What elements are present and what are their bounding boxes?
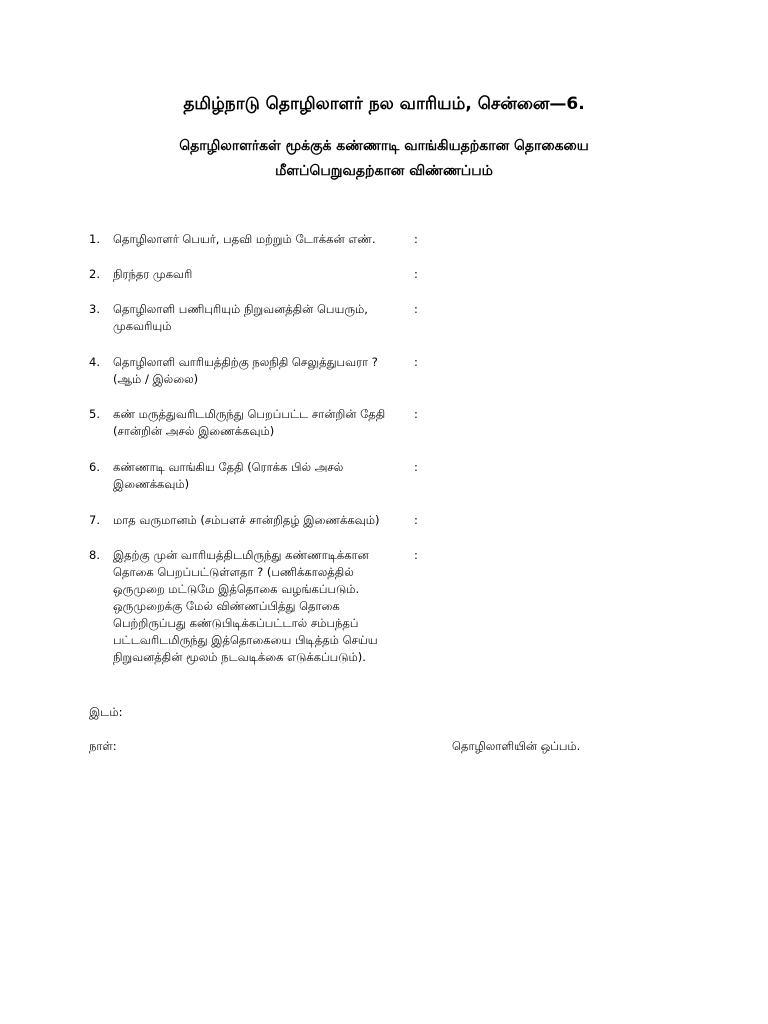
item-number: 7.	[89, 513, 100, 527]
item-label	[113, 406, 405, 440]
item-label	[113, 266, 405, 283]
item-label-line: இதற்கு முன் வாரியத்திடமிருந்து கண்ணாடிக்கான	[113, 548, 369, 562]
item-label-line: பெற்றிருப்பது கண்டுபிடிக்கப்பட்டால் சம்பந்தப்	[113, 616, 359, 630]
item-label-line: நிறுவனத்தின் மூலம் நடவடிக்கை எடுக்கப்படும்).	[113, 650, 366, 664]
item-label-line: தொழிலாளர் பெயர், பதவி மற்றும் டோக்கன் எண்.	[113, 232, 376, 246]
date-label: நாள்:	[89, 739, 117, 753]
item-label-line: முகவரியும்	[113, 319, 172, 333]
item-label	[113, 231, 405, 248]
item-label-line: தொகை பெறப்பட்டுள்ளதா ? (பணிக்காலத்தில்	[113, 565, 354, 579]
item-colon: :	[414, 460, 418, 474]
item-colon: :	[414, 232, 418, 246]
item-label-line: ஒருமுறைக்கு மேல் விண்ணப்பித்து தொகை	[113, 599, 340, 613]
item-label	[113, 301, 405, 335]
item-label-line: ஒருமுறை மட்டுமே இத்தொகை வழங்கப்படும்.	[113, 582, 360, 596]
item-label-line: கண்ணாடி வாங்கிய தேதி (ரொக்க பில் அசல்	[113, 460, 344, 474]
item-label	[113, 459, 405, 493]
item-label-line: மாத வருமானம் (சம்பளச் சான்றிதழ் இணைக்கவும்)	[113, 513, 380, 527]
item-colon: :	[414, 302, 418, 316]
item-colon: :	[414, 513, 418, 527]
item-colon: :	[414, 407, 418, 421]
place-label: இடம்:	[89, 705, 123, 719]
item-label-line: நிரந்தர முகவரி	[113, 267, 193, 281]
item-label-line: தொழிலாளி பணிபுரியும் நிறுவனத்தின் பெயரும்,	[113, 302, 368, 316]
item-colon: :	[414, 548, 418, 562]
document-subtitle-line-1: தொழிலாளர்கள் மூக்குக் கண்ணாடி வாங்கியதற்கான தொகையை	[179, 138, 589, 154]
item-number: 3.	[89, 302, 100, 316]
item-label-line: இணைக்கவும்)	[113, 477, 190, 491]
item-number: 8.	[89, 548, 100, 562]
document-title: தமிழ்நாடு தொழிலாளர் நல வாரியம், சென்னை—6.	[183, 94, 585, 114]
item-number: 6.	[89, 460, 100, 474]
item-label-line: (ஆம் / இல்லை)	[113, 372, 199, 386]
item-label	[113, 547, 405, 666]
item-number: 2.	[89, 267, 100, 281]
item-number: 1.	[89, 232, 100, 246]
item-label-line: தொழிலாளி வாரியத்திற்கு நலநிதி செலுத்துபவரா ?	[113, 355, 378, 369]
item-number: 5.	[89, 407, 100, 421]
item-label-line: (சான்றின் அசல் இணைக்கவும்)	[113, 424, 275, 438]
item-label-line: கண் மருத்துவரிடமிருந்து பெறப்பட்ட சான்றின் தேதி	[113, 407, 386, 421]
item-colon: :	[414, 267, 418, 281]
item-number: 4.	[89, 355, 100, 369]
document-subtitle-line-2: மீளப்பெறுவதற்கான விண்ணப்பம்	[275, 163, 493, 179]
item-label	[113, 354, 405, 388]
item-label-line: பட்டவரிடமிருந்து இத்தொகையை பிடித்தம் செய்ய	[113, 633, 378, 647]
item-colon: :	[414, 355, 418, 369]
item-label	[113, 512, 405, 529]
signature-label: தொழிலாளியின் ஒப்பம்.	[452, 739, 581, 753]
